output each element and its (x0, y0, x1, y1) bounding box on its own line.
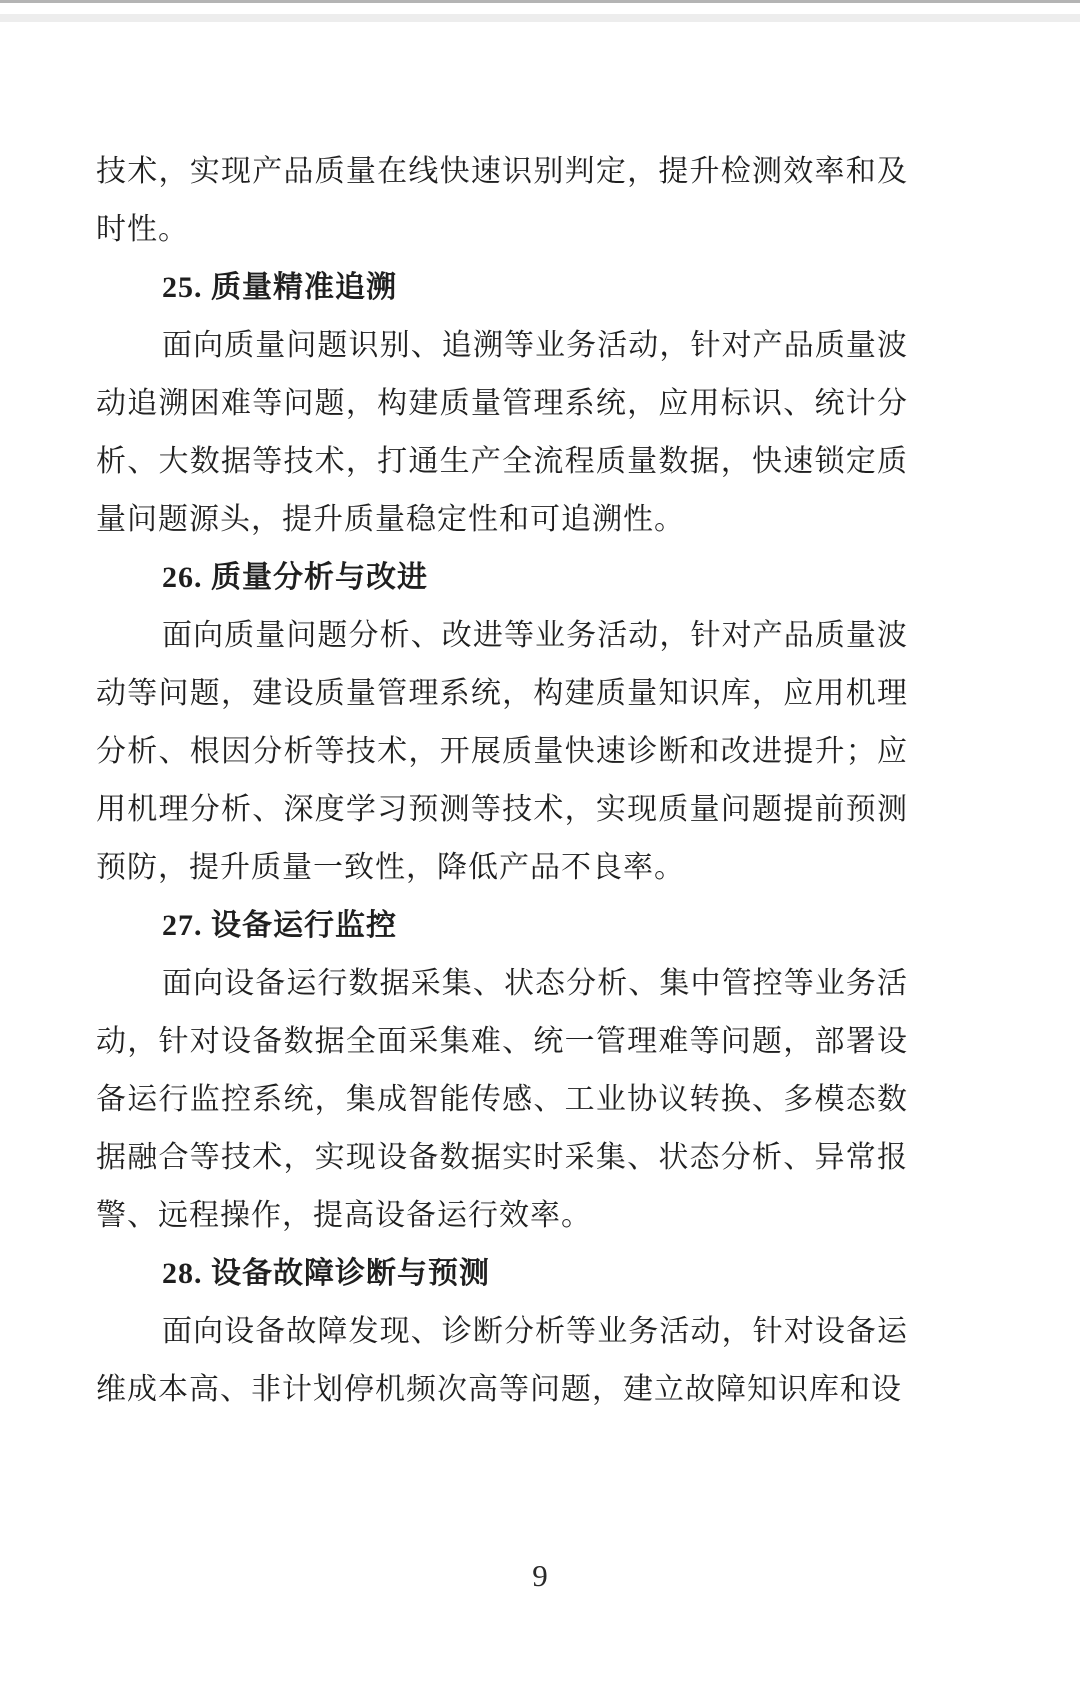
section-heading-28: 28. 设备故障诊断与预测 (162, 1257, 490, 1290)
document-content (96, 143, 908, 1419)
section-paragraph-27: 面向设备运行数据采集、状态分析、集中管控等业务活动，针对设备数据全面采集难、统一管理难等问题，部署设备运行监控系统，集成智能传感、工业协议转换、多模态数据融合等技术，实现设备数据实时采集、状态分析、异常报警、远程操作，提高设备运行效率。 (96, 967, 908, 1232)
section-paragraph-28: 面向设备故障发现、诊断分析等业务活动，针对设备运维成本高、非计划停机频次高等问题，建立故障知识库和设 (96, 1315, 908, 1406)
section-paragraph-26: 面向质量问题分析、改进等业务活动，针对产品质量波动等问题，建设质量管理系统，构建质量知识库，应用机理分析、根因分析等技术，开展质量快速诊断和改进提升；应用机理分析、深度学习预测等技术，实现质量问题提前预测预防，提升质量一致性，降低产品不良率。 (96, 619, 908, 884)
page-number: 9 (532, 1558, 548, 1593)
paragraph-continuation: 技术，实现产品质量在线快速识别判定，提升检测效率和及时性。 (96, 155, 908, 246)
section-heading-26: 26. 质量分析与改进 (162, 561, 428, 594)
page-top-border (0, 0, 1080, 3)
section-heading-25: 25. 质量精准追溯 (162, 271, 397, 304)
section-heading-27: 27. 设备运行监控 (162, 909, 397, 942)
section-paragraph-25: 面向质量问题识别、追溯等业务活动，针对产品质量波动追溯困难等问题，构建质量管理系统，应用标识、统计分析、大数据等技术，打通生产全流程质量数据，快速锁定质量问题源头，提升质量稳定性和可追溯性。 (96, 329, 908, 536)
page-top-strip (0, 14, 1080, 22)
